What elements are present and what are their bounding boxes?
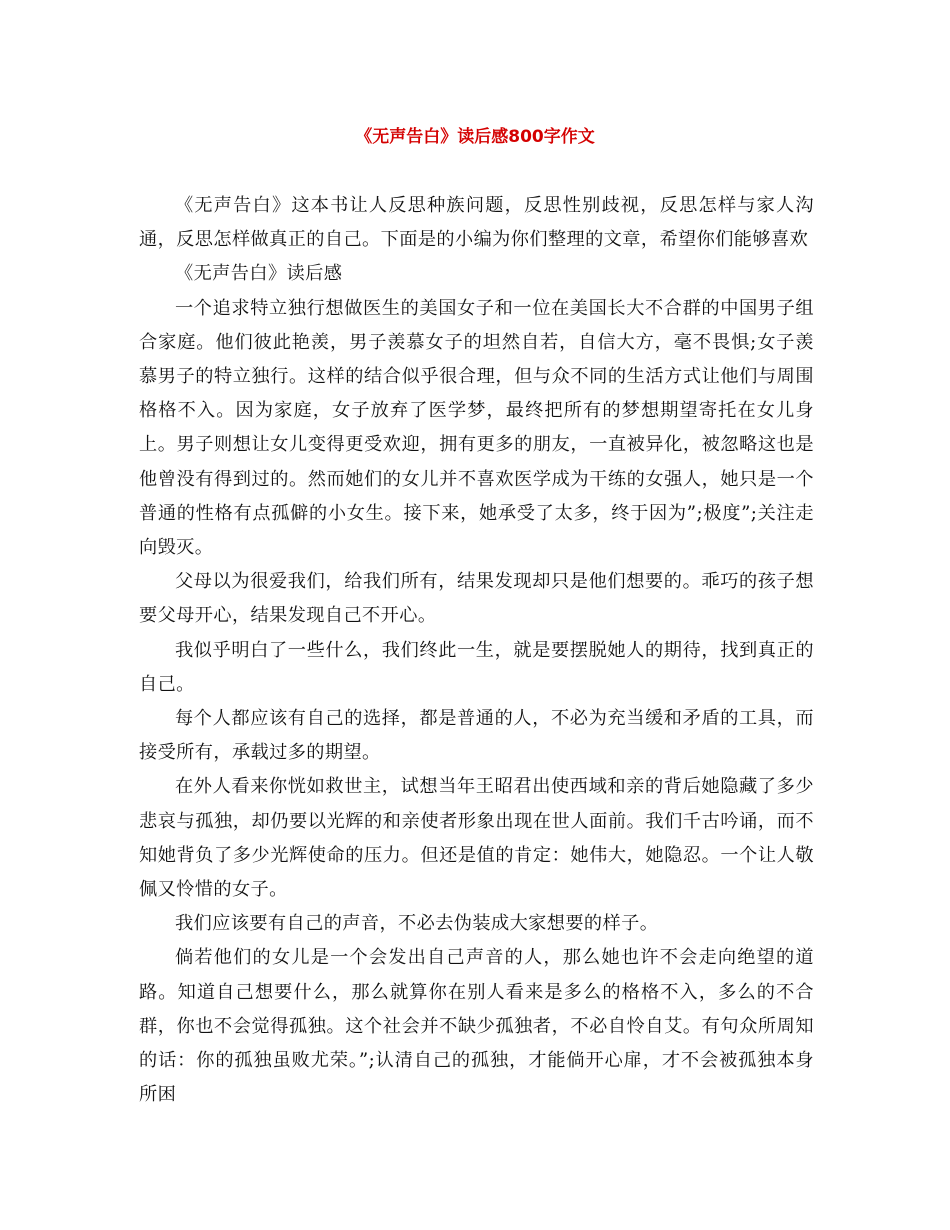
paragraph: 每个人都应该有自己的选择，都是普通的人，不必为充当缓和矛盾的工具，而接受所有，承载过多的期望。 [139,708,814,764]
paragraph-subheading: 《无声告白》读后感 [175,263,343,285]
paragraph: 父母以为很爱我们，给我们所有，结果发现却只是他们想要的。乖巧的孩子想要父母开心，结果发现自己不开心。 [139,571,814,627]
paragraph: 在外人看来你恍如救世主，试想当年王昭君出使西域和亲的背后她隐藏了多少悲哀与孤独，却仍要以光辉的和亲使者形象出现在世人面前。我们千古吟诵，而不知她背负了多少光辉使命的压力。但还是值的肯定：她伟大，她隐忍。一个让人敬佩又怜惜的女子。 [139,776,814,901]
paragraph: 我们应该要有自己的声音，不必去伪装成大家想要的样子。 [175,913,659,935]
document-title: 《无声告白》读后感800字作文 [355,127,595,147]
paragraph: 我似乎明白了一些什么，我们终此一生，就是要摆脱她人的期待，找到真正的自己。 [139,639,814,695]
paragraph: 一个追求特立独行想做医生的美国女子和一位在美国长大不合群的中国男子组合家庭。他们彼此艳羡，男子羡慕女子的坦然自若，自信大方，毫不畏惧;女子羡慕男子的特立独行。这样的结合似乎很合理，但与众不同的生活方式让他们与周围格格不入。因为家庭，女子放弃了医学梦，最终把所有的梦想期望寄托在女儿身上。男子则想让女儿变得更受欢迎，拥有更多的朋友，一直被异化，被忽略这也是他曾没有得到过的。然而她们的女儿并不喜欢医学成为干练的女强人，她只是一个普通的性格有点孤僻的小女生。接下来，她承受了太多，终于因为”;极度”;关注走向毁灭。 [139,297,814,559]
paragraph: 倘若他们的女儿是一个会发出自己声音的人，那么她也许不会走向绝望的道路。知道自己想要什么，那么就算你在别人看来是多么的格格不入，多么的不合群，你也不会觉得孤独。这个社会并不缺少孤独者，不必自怜自艾。有句众所周知的话：你的孤独虽败尤荣。”;认清自己的孤独，才能倘开心扉，才不会被孤独本身所困 [139,947,814,1106]
paragraph-intro: 《无声告白》这本书让人反思种族问题，反思性别歧视，反思怎样与家人沟通，反思怎样做真正的自己。下面是的小编为你们整理的文章，希望你们能够喜欢 [139,195,814,251]
document-body [139,189,814,1112]
